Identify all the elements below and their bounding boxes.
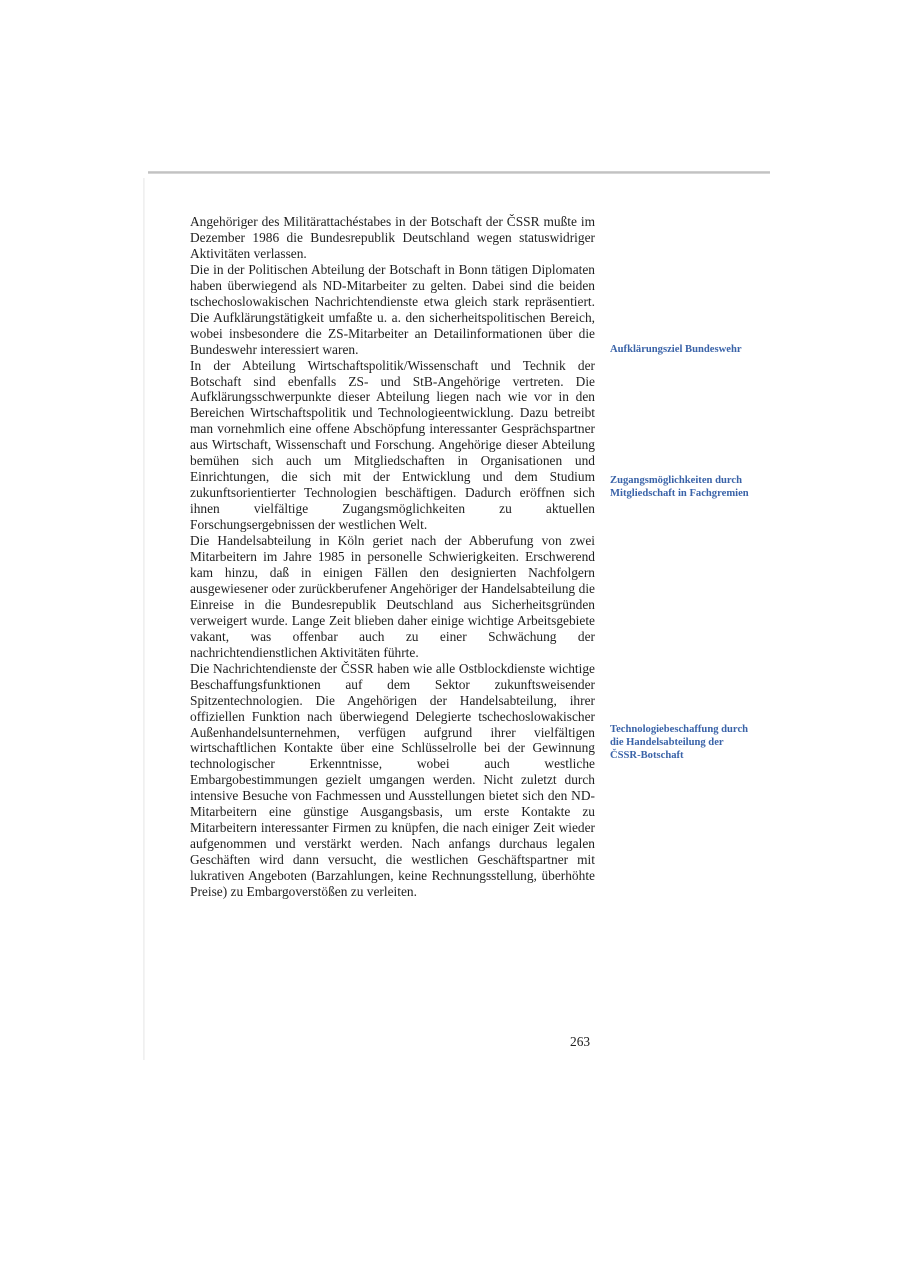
paragraph: Die Nachrichtendienste der ČSSR haben wie alle Ostblockdienste wichtige Beschaffungsfunktionen auf dem Sektor zukunftsweisender Spitzentechnologien. Die Angehörigen der Handelsabteilung, ihrer offiziellen Funktion nach überwiegend Delegierte tschechoslowakischer Außenhandelsunternehmen, verfügen aufgrund ihrer vielfältigen wirtschaftlichen Kontakte über eine Schlüsselrolle bei der Gewinnung technologischer Erkenntnisse, wobei auch westliche Embargobestimmungen gezielt umgangen werden. Nicht zuletzt durch intensive Besuche von Fachmessen und Ausstellungen bietet sich den ND-Mitarbeitern eine günstige Ausgangsbasis, um erste Kontakte zu Mitarbeitern interessanter Firmen zu knüpfen, die nach einiger Zeit wieder aufgenommen und verstärkt werden. Nach anfangs durchaus legalen Geschäften wird dann versucht, die westlichen Geschäftspartner mit lukrativen Angeboten (Barzahlungen, keine Rechnungsstellung, überhöhte Preise) zu Embargoverstößen zu verleiten. <box>190 660 595 900</box>
paragraph: Die Handelsabteilung in Köln geriet nach der Abberufung von zwei Mitarbeitern im Jahre 1985 in personelle Schwierigkeiten. Erschwerend kam hinzu, daß in einigen Fällen den designierten Nachfolgern ausgewiesener oder zurückberufener Angehöriger der Handelsabteilung die Einreise in die Bundesrepublik Deutschland aus Sicherheitsgründen verweigert wurde. Lange Zeit blieben daher einige wichtige Arbeitsgebiete vakant, was offenbar auch zu einer Schwächung der nachrichtendienstlichen Aktivitäten führte. <box>190 533 595 660</box>
margin-note-bundeswehr: Aufklärungsziel Bundeswehr <box>610 344 742 355</box>
page-left-edge-shadow <box>143 178 145 1060</box>
paragraph: Angehöriger des Militärattachéstabes in der Botschaft der ČSSR mußte im Dezember 1986 die Bundesrepublik Deutschland wegen statuswidriger Aktivitäten verlassen. <box>190 214 595 261</box>
page-top-rule <box>148 171 770 174</box>
margin-note-fachgremien: Zugangsmöglichkeiten durch Mitgliedschaft in Fachgremien <box>610 475 749 499</box>
main-body-text <box>190 214 595 900</box>
page-number: 263 <box>570 1034 591 1049</box>
margin-note-technologiebeschaffung: Technologiebeschaffung durch die Handelsabteilung der ČSSR-Botschaft <box>610 724 749 761</box>
paragraph: In der Abteilung Wirtschaftspolitik/Wissenschaft und Technik der Botschaft sind ebenfalls ZS- und StB-Angehörige vertreten. Die Aufklärungsschwerpunkte dieser Abteilung liegen nach wie vor in den Bereichen Wirtschaftspolitik und Technologieentwicklung. Dazu betreibt man vornehmlich eine offene Abschöpfung interessanter Gesprächspartner aus Wirtschaft, Wissenschaft und Forschung. Angehörige dieser Abteilung bemühen sich auch um Mitgliedschaften in Organisationen und Einrichtungen, die sich mit der Entwicklung und dem Studium zukunftsorientierter Technologien beschäftigen. Dadurch eröffnen sich ihnen vielfältige Zugangsmöglichkeiten zu aktuellen Forschungsergebnissen der westlichen Welt. <box>190 357 595 533</box>
paragraph: Die in der Politischen Abteilung der Botschaft in Bonn tätigen Diplomaten haben überwiegend als ND-Mitarbeiter zu gelten. Dabei sind die beiden tschechoslowakischen Nachrichtendienste etwa gleich stark repräsentiert. Die Aufklärungstätigkeit umfaßte u. a. den sicherheitspolitischen Bereich, wobei insbesondere die ZS-Mitarbeiter an Detailinformationen über die Bundeswehr interessiert waren. <box>190 261 595 357</box>
